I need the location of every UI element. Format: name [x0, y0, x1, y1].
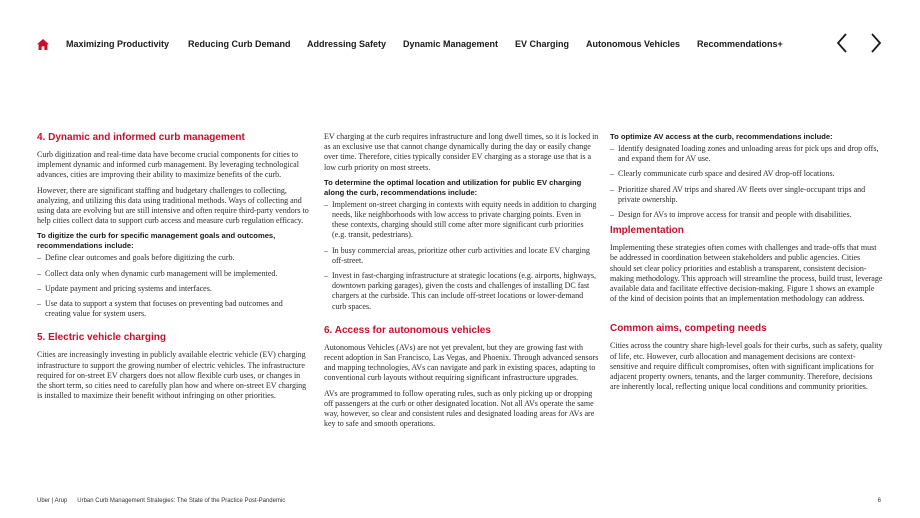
nav-item-maximizing-productivity[interactable]: Maximizing Productivity — [66, 39, 170, 49]
column-left — [37, 132, 309, 406]
footer-title: Urban Curb Management Strategies: The State of the Practice Post-Pandemic — [77, 498, 286, 504]
paragraph: Cities across the country share high-level goals for their curbs, such as safety, quality of life, etc. However, curb allocation and management decisions are context-sensitive and require difficult compromises, often with significant implications for adjacent property owners, tenants, and the larger community. Therefore, decisions are inherently local, reflecting unique local conditions and community priorities. — [610, 341, 883, 392]
top-navigation — [0, 0, 920, 86]
footer-org: Uber | Arup — [37, 498, 68, 504]
page-number: 6 — [877, 498, 881, 504]
paragraph: EV charging at the curb requires infrastructure and long dwell times, so it is locked in as an exclusive use that cannot change dynamically during the day or easily change over time. Therefore, cities typically consider EV charging as a storage use that is a low curb priority on most streets. — [324, 132, 599, 172]
chevron-right-icon[interactable] — [868, 32, 884, 54]
column-right — [610, 132, 883, 397]
nav-item-addressing-safety[interactable]: Addressing Safety — [307, 39, 387, 49]
heading-ev-charging: 5. Electric vehicle charging — [37, 332, 166, 344]
recommendations-list — [37, 253, 309, 319]
heading-common-aims: Common aims, competing needs — [610, 323, 767, 335]
recommendations-lead: To optimize AV access at the curb, recommendations include: — [610, 132, 833, 141]
home-icon[interactable] — [37, 37, 49, 48]
nav-item-recommendations[interactable]: Recommendations+ — [697, 39, 783, 49]
recommendations-lead: To determine the optimal location and utilization for public EV charging along the curb, recommendations include: — [324, 177, 582, 197]
recommendations-list — [610, 144, 883, 220]
paragraph: Cities are increasingly investing in publicly available electric vehicle (EV) charging infrastructure to support the growing number of electric vehicles. The infrastructure required for on-street EV chargers does not allow flexible curb uses, or changes in the short term, so cities need to carefully plan how and where on-street EV charging is installed to maximize their benefit without infringing on other priorities. — [37, 350, 307, 401]
nav-item-autonomous-vehicles[interactable]: Autonomous Vehicles — [586, 39, 681, 49]
recommendations-list — [324, 200, 599, 312]
list-item: – Define clear outcomes and goals before digitizing the curb. — [37, 253, 309, 263]
nav-item-dynamic-management[interactable]: Dynamic Management — [403, 39, 499, 49]
list-item: – Collect data only when dynamic curb management will be implemented. — [37, 269, 309, 279]
list-item: – Clearly communicate curb space and desired AV drop-off locations. — [610, 169, 883, 179]
nav-item-ev-charging[interactable]: EV Charging — [515, 39, 570, 49]
paragraph: Implementing these strategies often comes with challenges and trade-offs that must be addressed in coordination between stakeholders and public agencies. Cities should set clear policy priorities and establish a transparent, consistent decision-making methodology. This approach will streamline the process, build trust, leverage available data and facilitate effective decision-making. Figure 1 shows an example of the kind of decision points that an implementation methodology can address. — [610, 243, 883, 304]
footer — [37, 498, 285, 504]
list-item: – In busy commercial areas, prioritize other curb activities and locate EV charging off-street. — [324, 246, 599, 266]
list-item: – Update payment and pricing systems and interfaces. — [37, 284, 309, 294]
paragraph: However, there are significant staffing and budgetary challenges to collecting, analyzing, and utilizing this data using traditional methods. Ways of collecting and using data are evolving but are still intensive and often require third-party vendors to help cities collect data to support curb access and measure curb regulation efficacy. — [37, 185, 309, 226]
paragraph: AVs are programmed to follow operating rules, such as only picking up or dropping off passengers at the curb or other designated location. Not all AVs operate the same way, however, so clear and consistent rules and designated loading areas for AVs are key to safe and smooth operations. — [324, 388, 595, 429]
list-item: – Invest in fast-charging infrastructure at strategic locations (e.g. airports, highways, downtown parking garages), given the costs and challenges of installing DC fast chargers at the curbside. This can include off-street locations or lower-demand curb spaces. — [324, 271, 599, 312]
heading-implementation: Implementation — [610, 225, 684, 237]
list-item: – Implement on-street charging in contexts with equity needs in addition to charging needs, like neighborhoods with low access to private charging points. Even in these contexts, charging should still come after more significant curb priorities (e.g. transit, pedestrians). — [324, 200, 599, 241]
column-middle — [324, 132, 599, 434]
list-item: – Identify designated loading zones and unloading areas for pick ups and drop offs, and expand them for AV use. — [610, 144, 883, 164]
list-item: – Design for AVs to improve access for transit and people with disabilities. — [610, 210, 883, 220]
heading-dynamic-curb-management: 4. Dynamic and informed curb management — [37, 132, 245, 143]
paragraph: Curb digitization and real-time data have become crucial components for cities to implement dynamic and informed curb management. By leveraging technological advances, cities are improving their ability to maximize benefits of the curb. — [37, 150, 299, 180]
heading-autonomous-vehicles: 6. Access for autonomous vehicles — [324, 324, 491, 336]
nav-item-reducing-curb-demand[interactable]: Reducing Curb Demand — [188, 39, 291, 49]
paragraph: Autonomous Vehicles (AVs) are not yet prevalent, but they are growing fast with recent adoption in San Francisco, Las Vegas, and Phoenix. Through advanced sensors and mapping technologies, AVs can navigate and park in existing spaces, adapting to conventional curb layouts without requiring significant infrastructure upgrades. — [324, 342, 599, 383]
list-item: – Use data to support a system that focuses on preventing bad outcomes and creating value for system users. — [37, 299, 309, 319]
recommendations-lead: To digitize the curb for specific management goals and outcomes, recommendations include: — [37, 231, 276, 251]
chevron-left-icon[interactable] — [834, 32, 850, 54]
list-item: – Prioritize shared AV trips and shared AV fleets over single-occupant trips and private ownership. — [610, 185, 883, 205]
